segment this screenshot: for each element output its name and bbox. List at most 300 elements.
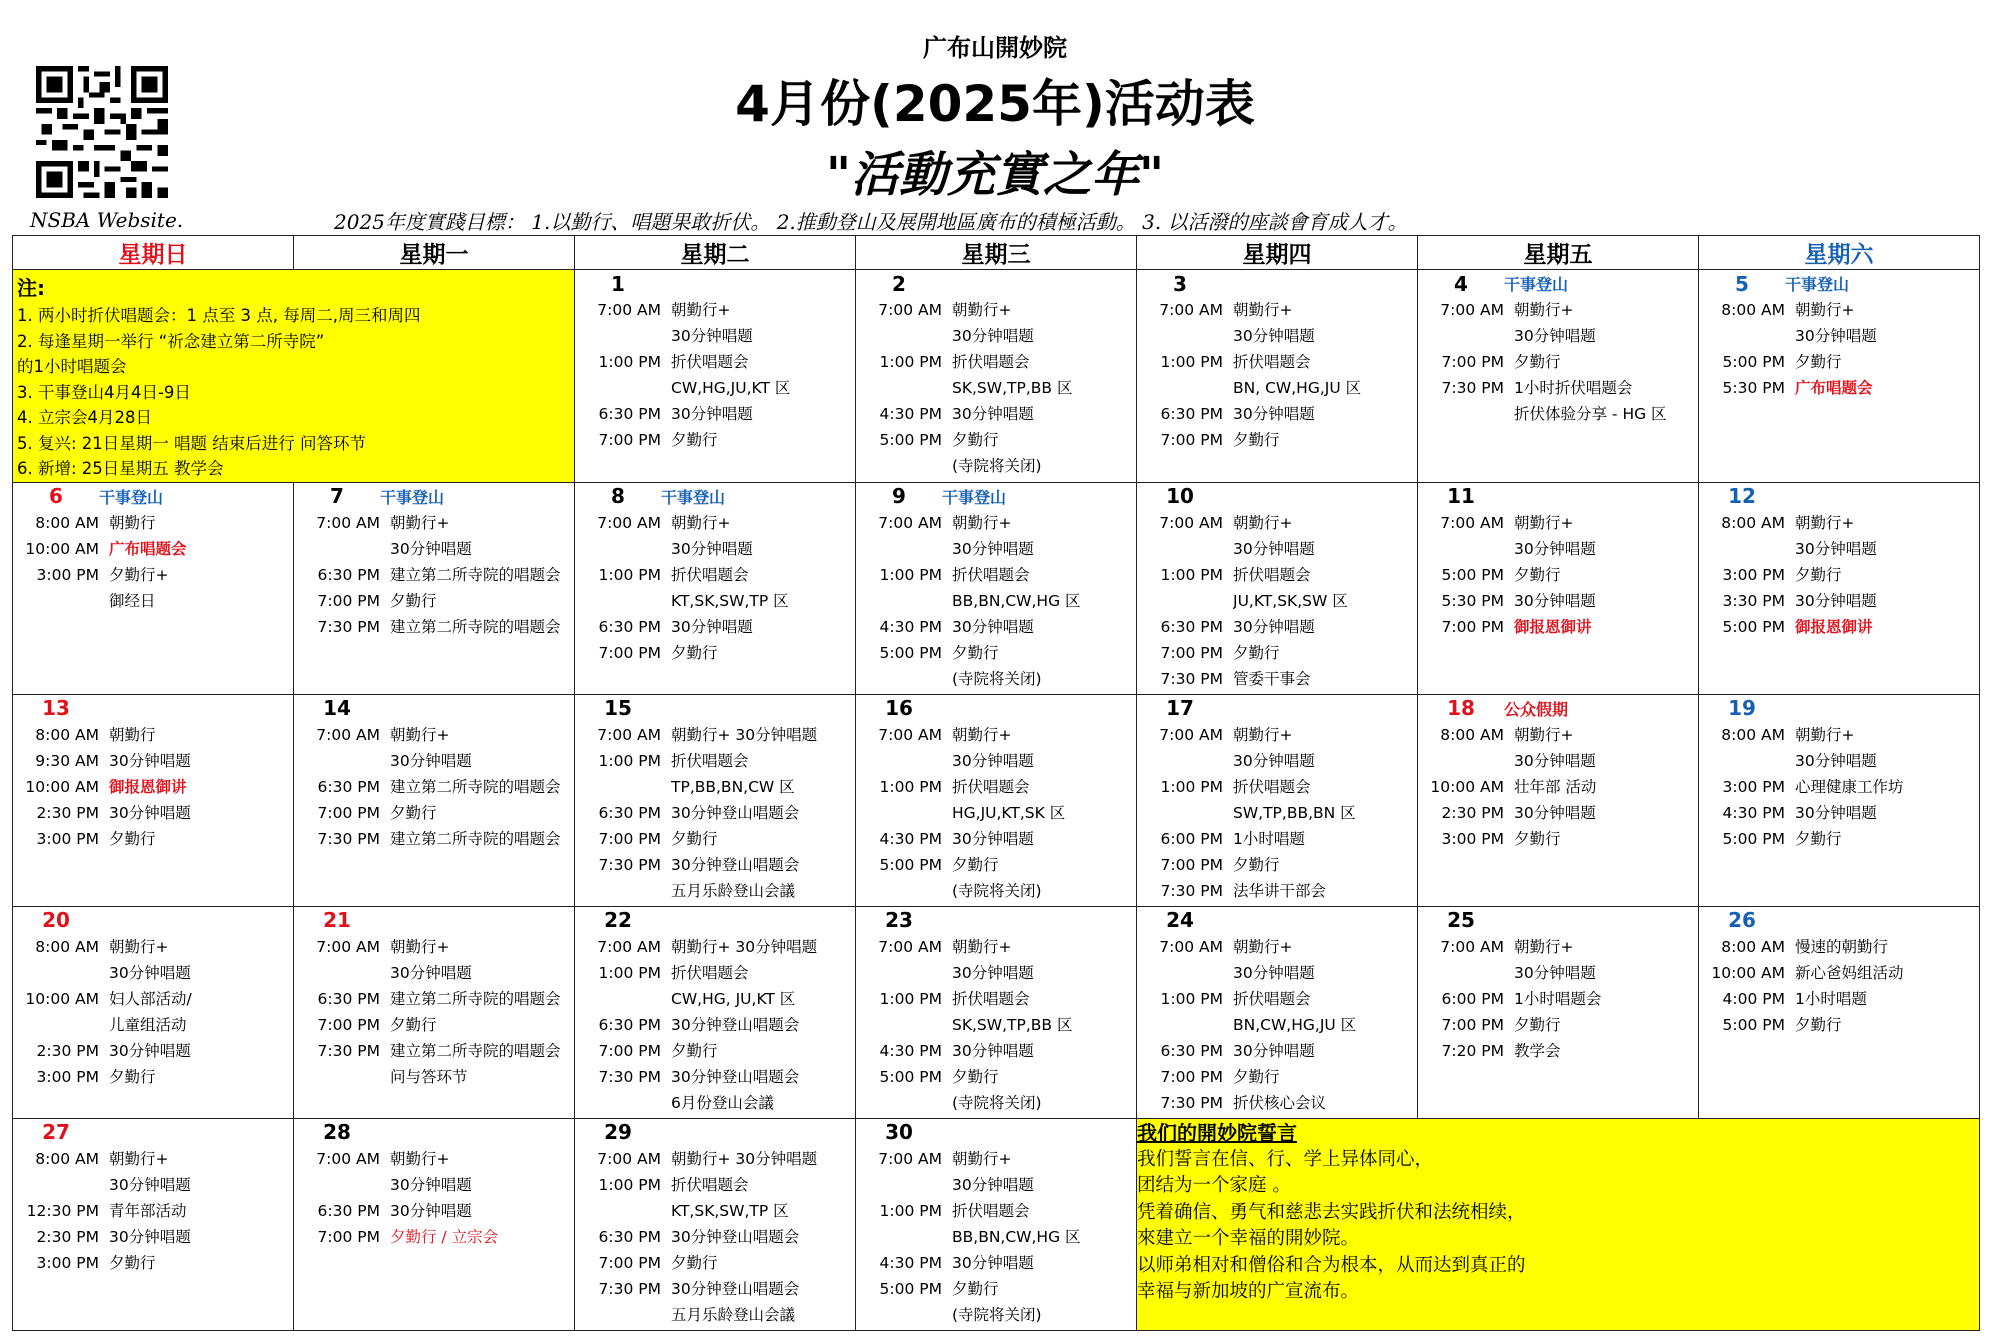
entry-activity: 30分钟唱题 [1233,963,1315,982]
day-event-tag: 干事登山 [1785,275,1850,294]
entry-time: 6:30 PM [1160,1041,1223,1060]
entry-activity: 儿童组活动 [109,1015,187,1034]
entry-time [860,1224,942,1250]
entry-time: 5:00 PM [1722,1015,1785,1034]
entry-activity: 慢速的朝勤行 [1795,937,1889,956]
day-cell-17[interactable] [1137,694,1418,906]
entry-activity: CW,HG, JU,KT 区 [671,989,796,1008]
schedule-entry [1137,800,1417,826]
entry-activity: CW,HG,JU,KT 区 [671,379,791,397]
schedule-entry [1418,800,1698,826]
entry-activity: 壮年部 活动 [1514,777,1597,796]
day-cell-8[interactable] [575,482,856,694]
schedule-entry [575,1012,855,1038]
entry-activity: BB,BN,CW,HG 区 [952,591,1081,610]
schedule-entry [575,748,855,774]
schedule-entry [1137,375,1417,401]
entry-activity: 夕勤行 [952,431,999,449]
schedule-entry [575,722,855,748]
entry-time: 1:00 PM [879,989,942,1008]
entry-activity: 30分钟唱题 [952,829,1034,848]
schedule-entry [1137,748,1417,774]
schedule-entry [575,510,855,536]
entry-time: 1:00 PM [1160,989,1223,1008]
schedule-entry [575,640,855,666]
entry-activity: 30分钟唱题 [952,1175,1034,1194]
schedule-entry [13,1012,293,1038]
day-header [1137,483,1417,510]
day-number: 8 [611,484,625,508]
day-cell-16[interactable] [856,694,1137,906]
entry-time: 7:30 PM [1160,669,1223,688]
entry-activity: 30分钟唱题 [390,1201,472,1220]
schedule-entry [1137,774,1417,800]
schedule-entry [294,1146,574,1172]
schedule-entry [856,1038,1136,1064]
entry-time [860,1012,942,1038]
day-header [1137,695,1417,722]
day-number: 17 [1166,696,1194,720]
entry-activity: 夕勤行 [671,643,718,662]
schedule-entry [1418,323,1698,349]
entry-activity: 30分钟唱题 [952,1253,1034,1272]
weekday-sunday: 星期日 [13,236,294,270]
entry-time [860,800,942,826]
entry-time [1422,748,1504,774]
entry-activity: HG,JU,KT,SK 区 [952,803,1066,822]
day-cell-3[interactable] [1137,270,1418,483]
day-header [575,483,855,510]
entry-activity: 新心爸妈组活动 [1795,963,1904,982]
entry-activity: 朝勤行+ [390,1149,450,1168]
schedule-entry [294,1198,574,1224]
day-cell-14[interactable] [294,694,575,906]
entry-time [1141,800,1223,826]
entry-activity: 朝勤行+ [1795,725,1855,744]
entry-time: 1:00 PM [1160,565,1223,584]
entry-time: 7:00 PM [1160,855,1223,874]
day-cell-27[interactable] [13,1118,294,1330]
entry-time [579,375,661,401]
schedule-entry [294,536,574,562]
day-cell-1[interactable] [575,270,856,483]
day-cell-2[interactable] [856,270,1137,483]
entry-activity: 夕勤行 [952,855,999,874]
schedule-entry [575,1276,855,1302]
day-cell-23[interactable] [856,906,1137,1118]
entry-activity: 御报恩御讲 [1514,617,1592,636]
entry-activity: 朝勤行+ [1514,937,1574,956]
note-item: 2. 每逢星期一举行 “祈念建立第二所寺院” [17,331,325,351]
day-cell-5[interactable] [1699,270,1980,483]
day-header [1418,483,1698,510]
entry-activity: BN,CW,HG,JU 区 [1233,1015,1357,1034]
schedule-entry [856,640,1136,666]
pledge-line: 來建立一个幸福的開妙院。 [1137,1228,1360,1249]
schedule-entry [575,800,855,826]
entry-time: 7:00 PM [317,591,380,610]
day-number: 12 [1728,484,1756,508]
day-header [294,483,574,510]
entry-time: 3:00 PM [36,1253,99,1272]
schedule-entry [856,614,1136,640]
schedule-entry [856,510,1136,536]
entry-time: 7:00 PM [598,829,661,848]
entry-time: 1:00 PM [598,751,661,770]
schedule-entry [1137,960,1417,986]
note-item: 6. 新增: 25日星期五 教学会 [17,459,224,478]
entry-activity: 30分钟唱题 [1514,327,1596,345]
entry-time: 12:30 PM [26,1201,99,1220]
entry-time: 7:00 AM [878,301,942,319]
entry-activity: 朝勤行+ [671,301,731,319]
schedule-entry [1137,666,1417,692]
entry-activity: 夕勤行 [390,591,437,610]
day-number: 5 [1735,271,1749,296]
entry-activity: 30分钟唱题 [109,1175,191,1194]
schedule-entry [575,1302,855,1328]
day-cell-18[interactable] [1418,694,1699,906]
entry-activity: 建立第二所寺院的唱题会 [390,617,561,636]
entry-activity: 夕勤行 [390,1015,437,1034]
entry-activity: 夕勤行 [1795,353,1842,371]
schedule-entry [1418,986,1698,1012]
day-cell-29[interactable] [575,1118,856,1330]
schedule-entry [294,800,574,826]
entry-activity: 夕勤行 [1233,1067,1280,1086]
schedule-entry [1699,510,1979,536]
entry-time: 6:30 PM [598,617,661,636]
schedule-entry [575,960,855,986]
entry-activity: 夕勤行 [671,829,718,848]
entry-time: 8:00 AM [1721,513,1785,532]
schedule-entry [1137,1064,1417,1090]
entry-activity: 朝勤行+ [109,1149,169,1168]
entry-time: 7:00 PM [1441,617,1504,636]
schedule-entry [856,349,1136,375]
entry-time [579,878,661,904]
schedule-entry [1418,588,1698,614]
entry-activity: 折伏唱题会 [1233,353,1311,371]
day-number: 28 [323,1120,351,1144]
day-header [1699,270,1979,297]
entry-time: 7:30 PM [1160,881,1223,900]
entry-activity: 30分钟登山唱题会 [671,1015,800,1034]
entry-time [579,774,661,800]
week-row [13,906,1980,1118]
day-number: 21 [323,908,351,932]
entry-activity: 御报恩御讲 [1795,617,1873,636]
entry-activity: 青年部活动 [109,1201,187,1220]
schedule-entry [1699,297,1979,323]
entry-activity: 夕勤行 [1514,565,1561,584]
day-cell-28[interactable] [294,1118,575,1330]
entry-activity: 夕勤行 [1795,829,1842,848]
schedule-entry [856,1224,1136,1250]
entry-activity: 30分钟唱题 [1233,751,1315,770]
entry-time: 10:00 AM [25,777,99,796]
schedule-entry [1137,722,1417,748]
entry-time: 8:00 AM [35,725,99,744]
entry-activity: 折伏体验分享 - HG 区 [1514,405,1667,423]
schedule-entry [856,401,1136,427]
entry-time: 2:30 PM [36,1041,99,1060]
schedule-entry [575,878,855,904]
entry-activity: 夕勤行 [1795,1015,1842,1034]
entry-activity: 折伏唱题会 [671,353,749,371]
entry-time: 7:00 PM [598,1041,661,1060]
entry-time: 1:00 PM [598,1175,661,1194]
schedule-entry [575,1090,855,1116]
schedule-entry [575,774,855,800]
schedule-entry [13,722,293,748]
entry-activity: 折伏唱题会 [671,751,749,770]
entry-time: 7:00 PM [1441,1015,1504,1034]
entry-activity: 朝勤行+ [1233,725,1293,744]
entry-time: 5:00 PM [1441,565,1504,584]
entry-time: 7:00 PM [1441,353,1504,371]
entry-time [579,536,661,562]
entry-activity: 30分钟唱题 [109,803,191,822]
schedule-entry [13,536,293,562]
entry-time: 8:00 AM [1721,725,1785,744]
schedule-entry [1699,800,1979,826]
day-cell-24[interactable] [1137,906,1418,1118]
day-cell-13[interactable] [13,694,294,906]
entry-activity: 30分钟唱题 [952,405,1034,423]
schedule-entry [575,349,855,375]
entry-time: 6:30 PM [598,803,661,822]
note-item: 3. 干事登山4月4日-9日 [17,382,191,402]
day-number: 4 [1454,271,1468,296]
entry-activity: 30分钟唱题 [1514,591,1596,610]
entry-time: 7:00 AM [1159,301,1223,319]
entry-activity: 30分钟唱题 [1514,803,1596,822]
day-cell-20[interactable] [13,906,294,1118]
weekday-tuesday: 星期二 [575,236,856,270]
schedule-entry [294,774,574,800]
schedule-entry [856,774,1136,800]
entry-time: 7:00 AM [1440,513,1504,532]
schedule-entry [575,1224,855,1250]
entry-activity: 朝勤行+ [1233,937,1293,956]
day-cell-15[interactable] [575,694,856,906]
entry-time: 9:30 AM [35,751,99,770]
entry-activity: 建立第二所寺院的唱题会 [390,565,561,584]
entry-activity: 30分钟唱题 [1233,539,1315,558]
schedule-entry [1699,986,1979,1012]
day-cell-11[interactable] [1418,482,1699,694]
schedule-entry [1699,722,1979,748]
day-cell-12[interactable] [1699,482,1980,694]
schedule-entry [1137,401,1417,427]
schedule-entry [13,510,293,536]
entry-activity: 朝勤行+ [952,513,1012,532]
schedule-entry [13,960,293,986]
day-cell-10[interactable] [1137,482,1418,694]
entry-activity: 朝勤行+ [1795,513,1855,532]
entry-activity: 朝勤行+ [390,513,450,532]
entry-time: 8:00 AM [35,937,99,956]
schedule-entry [1699,774,1979,800]
schedule-entry [575,401,855,427]
entry-activity: 折伏唱题会 [1233,777,1311,796]
day-header [1418,907,1698,934]
day-cell-22[interactable] [575,906,856,1118]
day-header [1699,483,1979,510]
entry-activity: 30分钟唱题 [109,751,191,770]
entry-activity: 夕勤行 [1233,855,1280,874]
entry-time: 6:30 PM [598,1227,661,1246]
day-number: 27 [42,1120,70,1144]
schedule-entry [1137,323,1417,349]
entry-time [1141,588,1223,614]
entry-time: 7:00 PM [598,431,661,449]
entry-time: 5:00 PM [1722,353,1785,371]
pledge-line: 以师弟相对和僧俗和合为根本，从而达到真正的 [1137,1254,1526,1276]
entry-time: 1:00 PM [1160,777,1223,796]
entry-time: 5:00 PM [1722,829,1785,848]
entry-time [579,986,661,1012]
day-number: 11 [1447,484,1475,508]
entry-time [860,878,942,904]
schedule-entry [856,986,1136,1012]
entry-activity: 折伏唱题会 [1233,565,1311,584]
schedule-entry [1699,934,1979,960]
entry-activity: 30分钟唱题 [952,1041,1034,1060]
day-number: 26 [1728,908,1756,932]
schedule-entry [856,1090,1136,1116]
entry-time: 7:00 AM [316,937,380,956]
schedule-entry [13,986,293,1012]
entry-activity: 30分钟唱题 [109,1227,191,1246]
schedule-entry [856,1012,1136,1038]
entry-activity: 朝勤行+ [1233,301,1293,319]
weekday-friday: 星期五 [1418,236,1699,270]
entry-time: 7:30 PM [317,617,380,636]
entry-time [17,1012,99,1038]
day-cell-19[interactable] [1699,694,1980,906]
day-event-tag: 干事登山 [380,487,445,507]
entry-time: 7:00 AM [878,1149,942,1168]
schedule-entry [575,427,855,453]
day-cell-25[interactable] [1418,906,1699,1118]
entry-time [860,536,942,562]
entry-time: 1:00 PM [1160,353,1223,371]
entry-time: 8:00 AM [1721,301,1785,319]
entry-activity: BN, CW,HG,JU 区 [1233,379,1362,397]
schedule-entry [13,1224,293,1250]
entry-activity: 朝勤行+ [1514,513,1574,532]
year-slogan: "活動充實之年" [825,147,1165,203]
day-cell-21[interactable] [294,906,575,1118]
entry-activity: 夕勤行 [1514,1015,1561,1034]
day-header [856,907,1136,934]
entry-activity: 夕勤行 / 立宗会 [390,1227,499,1246]
day-header [294,1119,574,1146]
schedule-entry [1699,375,1979,401]
entry-activity: 夕勤行 [952,1067,999,1086]
entry-activity: 30分钟唱题 [390,751,472,770]
entry-time: 7:00 PM [598,643,661,662]
schedule-entry [1418,774,1698,800]
entry-time: 3:00 PM [1722,565,1785,584]
entry-activity: 30分钟登山唱题会 [671,1227,800,1246]
entry-time [1141,323,1223,349]
day-cell-7[interactable] [294,482,575,694]
schedule-entry [1418,614,1698,640]
schedule-entry [1699,960,1979,986]
schedule-entry [575,1038,855,1064]
entry-activity: 教学会 [1514,1041,1561,1060]
week-row [13,482,1980,694]
entry-time: 7:00 PM [1160,431,1223,449]
schedule-entry [1137,826,1417,852]
pledge-box [1137,1118,1980,1330]
entry-activity: (寺院将关闭) [952,1305,1042,1324]
day-header [575,1119,855,1146]
entry-time: 7:30 PM [598,1279,661,1298]
day-cell-30[interactable] [856,1118,1137,1330]
entry-activity: 30分钟唱题 [1795,327,1877,345]
entry-activity: 夕勤行 [1233,431,1280,449]
entry-activity: 30分钟登山唱题会 [671,855,800,874]
entry-time: 6:30 PM [317,777,380,796]
schedule-entry [856,1064,1136,1090]
entry-time [860,1172,942,1198]
schedule-entry [1699,1012,1979,1038]
entry-activity: 1小时折伏唱题会 [1514,379,1633,397]
entry-activity: (寺院将关闭) [952,881,1042,900]
entry-time [1703,748,1785,774]
entry-time [1141,536,1223,562]
entry-activity: 广布唱题会 [1795,379,1873,397]
week-row [13,1118,1980,1330]
schedule-entry [856,453,1136,479]
entry-activity: 30分钟唱题 [390,963,472,982]
entry-time: 6:30 PM [598,1015,661,1034]
entry-time [1141,1012,1223,1038]
day-number: 16 [885,696,913,720]
day-header [294,695,574,722]
entry-time [1422,401,1504,427]
schedule-entry [575,588,855,614]
entry-activity: KT,SK,SW,TP 区 [671,591,789,610]
schedule-entry [575,934,855,960]
entry-activity: 30分钟唱题 [1233,405,1315,423]
entry-activity: 夕勤行 [952,643,999,662]
day-cell-4[interactable] [1418,270,1699,483]
day-cell-6[interactable] [13,482,294,694]
entry-activity: 夕勤行 [109,829,156,848]
entry-time: 7:00 AM [316,1149,380,1168]
entry-time: 3:00 PM [36,1067,99,1086]
day-cell-26[interactable] [1699,906,1980,1118]
entry-activity: TP,BB,BN,CW 区 [671,777,795,796]
schedule-entry [294,614,574,640]
entry-time [298,1064,380,1090]
entry-time: 10:00 AM [1711,963,1785,982]
day-cell-9[interactable] [856,482,1137,694]
schedule-entry [856,1146,1136,1172]
entry-time: 7:00 AM [1159,513,1223,532]
entry-activity: 朝勤行+ [390,725,450,744]
entry-time: 6:30 PM [317,565,380,584]
website-label: NSBA Website. [30,208,184,232]
entry-time [1703,536,1785,562]
entry-activity: 夕勤行 [952,1279,999,1298]
weekday-saturday: 星期六 [1699,236,1980,270]
